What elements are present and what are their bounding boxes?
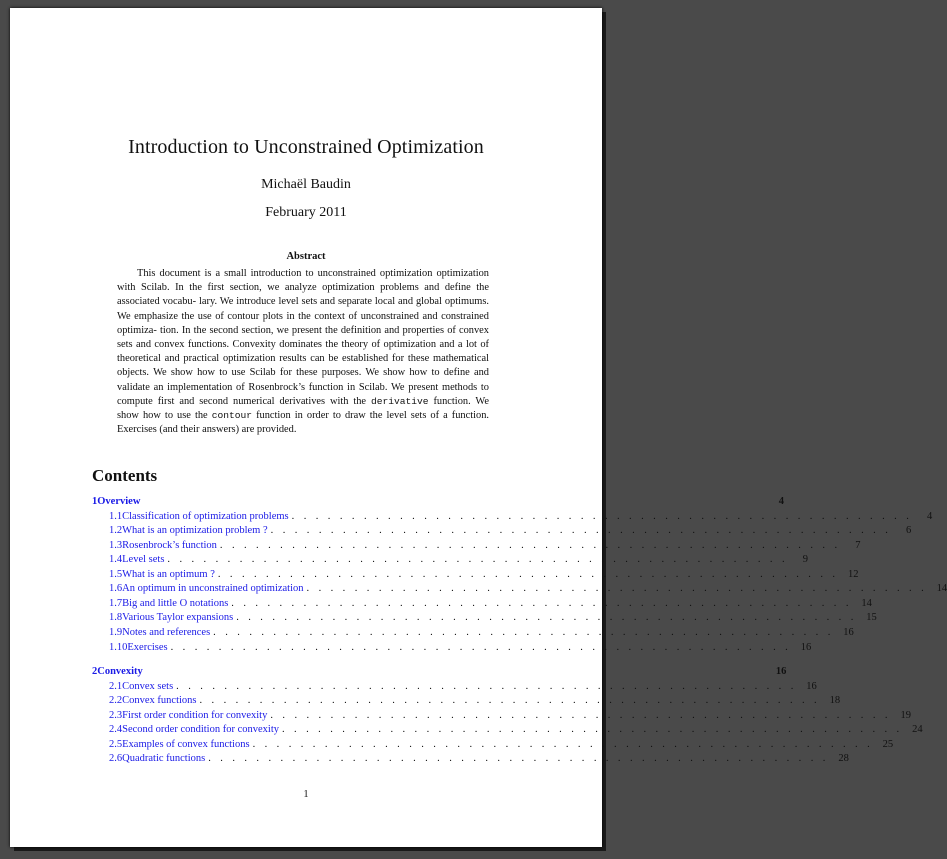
toc-entry-number: 1.6 <box>109 583 123 595</box>
toc-subsection-entry[interactable] <box>92 641 812 656</box>
document-author: Michaël Baudin <box>261 177 351 192</box>
toc-entry-number: 1.10 <box>109 641 128 653</box>
toc-entry-number: 1.5 <box>109 568 123 580</box>
toc-subsection-entry[interactable] <box>92 568 859 583</box>
toc-entry-number: 2.5 <box>109 738 123 750</box>
toc-entry-number: 2.4 <box>109 724 123 736</box>
toc-entry-page: 24 <box>912 724 923 736</box>
toc-entry-link[interactable]: Big and little O notations <box>122 597 229 609</box>
toc-leader-dots: . . . . . . . . . . . . . . . . . . . . . . . . . . . . . . . . . . . . . . . . . . . . . . . . . . . . <box>236 612 857 624</box>
toc-entry-page: 4 <box>926 510 933 522</box>
toc-leader-dots: . . . . . . . . . . . . . . . . . . . . . . . . . . . . . . . . . . . . . . . . . . . . . . . . . . . . <box>270 709 891 721</box>
page-number: 1 <box>303 789 309 800</box>
contents-heading: Contents <box>92 466 158 485</box>
toc-entry-link[interactable]: Convex sets <box>122 680 174 692</box>
toc-leader-dots: . . . . . . . . . . . . . . . . . . . . . . . . . . . . . . . . . . . . . . . . . . . . . . . . . . . . <box>170 641 792 653</box>
toc-leader-dots: . . . . . . . . . . . . . . . . . . . . . . . . . . . . . . . . . . . . . . . . . . . . . . . . . . . . <box>231 597 852 609</box>
toc-subsection-entry[interactable] <box>92 738 894 753</box>
toc-leader-dots: . . . . . . . . . . . . . . . . . . . . . . . . . . . . . . . . . . . . . . . . . . . . . . . . . . . . <box>176 680 797 692</box>
toc-entry-page: 6 <box>905 525 912 537</box>
toc-subsection-entry[interactable] <box>92 709 911 724</box>
toc-subsection-entry[interactable] <box>92 626 854 641</box>
toc-leader-dots: . . . . . . . . . . . . . . . . . . . . . . . . . . . . . . . . . . . . . . . . . . . . . . . . . . . . <box>252 738 874 750</box>
toc-entry-link[interactable]: What is an optimum ? <box>122 568 215 580</box>
toc-leader-dots: . . . . . . . . . . . . . . . . . . . . . . . . . . . . . . . . . . . . . . . . . . . . . . . . . . . . <box>306 583 928 595</box>
abstract-body <box>117 267 489 437</box>
toc-entry-page: 4 <box>778 496 784 507</box>
toc-entry-number: 2.3 <box>109 709 123 721</box>
toc-entry-link[interactable]: Convexity <box>97 666 143 678</box>
toc-entry-link[interactable]: Second order condition for convexity <box>122 724 279 736</box>
toc-entry-number: 2.1 <box>109 680 123 692</box>
toc-entry-number: 2.2 <box>109 695 123 707</box>
toc-entry-page: 16 <box>843 626 854 638</box>
toc-entry-link[interactable]: Various Taylor expansions <box>122 612 234 624</box>
toc-leader-dots: . . . . . . . . . . . . . . . . . . . . . . . . . . . . . . . . . . . . . . . . . . . . . . . . . . . . <box>282 724 903 736</box>
toc-entry-page: 7 <box>855 539 861 551</box>
toc-leader-dots: . . . . . . . . . . . . . . . . . . . . . . . . . . . . . . . . . . . . . . . . . . . . . . . . . . . . <box>208 753 829 765</box>
toc-subsection-entry[interactable] <box>92 539 861 554</box>
toc-subsection-entry[interactable] <box>92 510 933 525</box>
toc-entry-page: 18 <box>829 695 841 707</box>
toc-subsection-entry[interactable] <box>92 695 841 709</box>
toc-entry-link[interactable]: First order condition for convexity <box>122 709 268 721</box>
toc-entry-page: 14 <box>936 583 947 595</box>
toc-entry-number: 1.1 <box>109 510 123 522</box>
abstract-text-3: function in order to draw the level sets of a function. Exercises (and their answers) are provided. <box>117 410 489 436</box>
toc-entry-page: 25 <box>882 738 894 750</box>
toc-entry-number: 1.8 <box>109 612 123 624</box>
abstract-text-2: function. We show how to use the <box>117 395 489 422</box>
toc-leader-dots: . . . . . . . . . . . . . . . . . . . . . . . . . . . . . . . . . . . . . . . . . . . . . . . . . . . . <box>167 554 788 566</box>
document-date: February 2011 <box>265 205 347 220</box>
toc-section-entry[interactable] <box>92 496 784 510</box>
abstract-code-derivative: derivative <box>370 395 429 407</box>
toc-entry-link[interactable]: Notes and references <box>122 626 211 638</box>
document-page <box>10 8 947 847</box>
toc-leader-dots: . . . . . . . . . . . . . . . . . . . . . . . . . . . . . . . . . . . . . . . . . . . . . . . . . . . . <box>199 695 821 707</box>
toc-subsection-entry[interactable] <box>92 680 817 695</box>
toc-subsection-entry[interactable] <box>92 583 947 597</box>
toc-entry-link[interactable]: Convex functions <box>122 695 197 707</box>
abstract-text-1: This document is a small introduction to unconstrained optimization optimization with Scilab. In the first section, we analyze optimization problems and define the associated vocabu- lary. We introduce level sets and separate local and global optimums. We emphasize the use of contour plots in the context of unconstrained and constrained optimiza- tion. In the second section, we present the definition and properties of convex sets and convex functions. Convexity dominates the theory of optimization and a lot of theoretical and practical optimization results can be established for these mathematical objects. We show how to use Scilab for these purposes. We show how to define and validate an implementation of Rosenbrock’s function in Scilab. We present methods to compute first and second numerical derivatives with the <box>117 268 489 407</box>
toc-entry-link[interactable]: Examples of convex functions <box>122 738 250 750</box>
toc-subsection-entry[interactable] <box>92 612 877 626</box>
toc-leader-dots: . . . . . . . . . . . . . . . . . . . . . . . . . . . . . . . . . . . . . . . . . . . . . . . . . . . . <box>213 626 834 638</box>
toc-leader-dots: . . . . . . . . . . . . . . . . . . . . . . . . . . . . . . . . . . . . . . . . . . . . . . . . . . . . <box>219 539 841 551</box>
toc-entry-page: 16 <box>800 641 812 653</box>
toc-entry-number: 1.4 <box>109 554 123 566</box>
abstract-heading: Abstract <box>286 251 326 262</box>
toc-entry-number: 1 <box>92 496 98 507</box>
toc-entry-link[interactable]: Quadratic functions <box>122 753 206 765</box>
toc-entry-link[interactable]: Classification of optimization problems <box>122 510 289 522</box>
toc-entry-page: 28 <box>838 753 849 765</box>
toc-entry-link[interactable]: An optimum in unconstrained optimization <box>122 583 304 595</box>
toc-entry-page: 9 <box>802 554 808 566</box>
toc-entry-link[interactable]: Overview <box>97 496 141 507</box>
toc-entry-number: 2.6 <box>109 753 123 765</box>
toc-leader-dots: . . . . . . . . . . . . . . . . . . . . . . . . . . . . . . . . . . . . . . . . . . . . . . . . . . . . <box>217 568 839 580</box>
toc-entry-number: 1.7 <box>109 597 123 609</box>
toc-subsection-entry[interactable] <box>92 525 912 539</box>
toc-entry-number: 1.3 <box>109 539 123 551</box>
toc-entry-link[interactable]: Exercises <box>127 641 168 653</box>
toc-entry-page: 15 <box>866 612 877 624</box>
toc-section-entry[interactable] <box>92 666 787 680</box>
document-title: Introduction to Unconstrained Optimization <box>128 136 484 158</box>
toc-subsection-entry[interactable] <box>92 724 923 738</box>
toc-entry-page: 19 <box>900 709 911 721</box>
toc-subsection-entry[interactable] <box>92 753 849 767</box>
toc-entry-page: 16 <box>806 680 817 692</box>
toc-subsection-entry[interactable] <box>92 554 808 568</box>
abstract-code-contour: contour <box>211 410 253 422</box>
toc-entry-number: 1.2 <box>109 525 123 537</box>
toc-entry-link[interactable]: Level sets <box>122 554 165 566</box>
toc-leader-dots: . . . . . . . . . . . . . . . . . . . . . . . . . . . . . . . . . . . . . . . . . . . . . . . . . . . . <box>270 525 892 537</box>
toc-entry-page: 14 <box>861 597 872 609</box>
toc-entry-page: 12 <box>847 568 859 580</box>
toc-entry-page: 16 <box>775 666 787 678</box>
toc-entry-number: 2 <box>92 666 98 678</box>
toc-entry-link[interactable]: What is an optimization problem ? <box>122 525 268 537</box>
toc-entry-link[interactable]: Rosenbrock’s function <box>122 539 217 551</box>
toc-leader-dots: . . . . . . . . . . . . . . . . . . . . . . . . . . . . . . . . . . . . . . . . . . . . . . . . . . . . <box>291 510 913 522</box>
toc-entry-number: 1.9 <box>109 626 123 638</box>
toc-subsection-entry[interactable] <box>92 597 872 612</box>
